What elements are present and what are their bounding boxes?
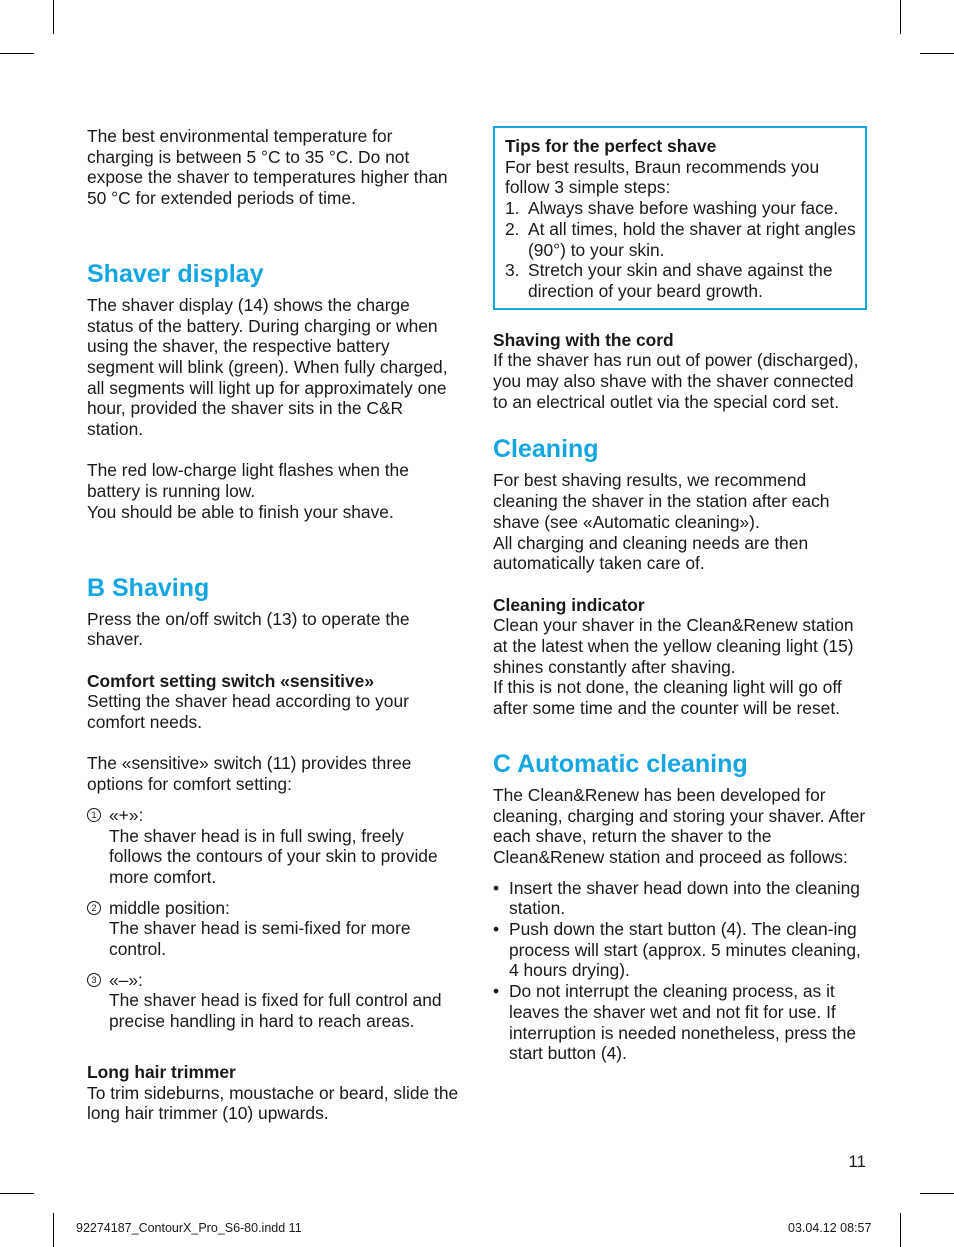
footer-file: 92274187_ContourX_Pro_S6-80.indd 11 xyxy=(76,1221,302,1235)
bullet-text: Do not interrupt the cleaning process, as it leaves the shaver wet and not fit for use. If interruption is needed nonetheless, press the start button (4). xyxy=(509,981,857,1064)
comfort-setting-title: Comfort setting switch «sensitive» xyxy=(87,670,375,691)
step-number: 2. xyxy=(505,218,520,239)
long-hair-trimmer-text: To trim sideburns, moustache or beard, slide the long hair trimmer (10) upwards. xyxy=(87,1082,459,1124)
option-number-circle: 2 xyxy=(87,901,101,915)
intro-paragraph: The best environmental temperature for charging is between 5 °C to 35 °C. Do not expose the shaver to temperatures higher than 50 °C for extended periods of time. xyxy=(87,126,448,209)
list-item xyxy=(505,198,857,219)
cleaning-text-2: All charging and cleaning needs are then automatically taken care of. xyxy=(493,532,809,574)
crop-mark xyxy=(0,1193,34,1194)
b-shaving-heading: B Shaving xyxy=(87,573,210,602)
comfort-setting-text: Setting the shaver head according to your comfort needs. xyxy=(87,691,409,733)
list-item xyxy=(505,219,857,260)
option-label: middle position: xyxy=(109,897,230,918)
step-text: Stretch your skin and shave against the direction of your beard growth. xyxy=(528,260,833,301)
crop-mark xyxy=(900,0,901,34)
option-number-circle: 1 xyxy=(87,808,101,822)
bullet: • xyxy=(493,877,500,898)
option-label: «–»: xyxy=(109,969,143,990)
step-text: At all times, hold the shaver at right angles (90°) to your skin. xyxy=(528,218,856,260)
list-item xyxy=(505,260,857,301)
crop-mark xyxy=(0,53,34,54)
bullet: • xyxy=(493,919,500,940)
long-hair-trimmer-title: Long hair trimmer xyxy=(87,1061,236,1082)
step-number: 1. xyxy=(505,198,520,219)
low-charge-text: The red low-charge light flashes when the battery is running low. xyxy=(87,460,409,502)
footer-date: 03.04.12 08:57 xyxy=(788,1221,872,1235)
list-item xyxy=(493,878,867,919)
cleaning-indicator-title: Cleaning indicator xyxy=(493,594,645,615)
tips-intro: For best results, Braun recommends you follow 3 simple steps: xyxy=(505,156,820,198)
crop-mark xyxy=(900,1213,901,1247)
list-item xyxy=(493,919,867,981)
step-number: 3. xyxy=(505,260,520,281)
automatic-cleaning-list xyxy=(493,878,867,1064)
option-label: «+»: xyxy=(109,804,144,825)
cord-title: Shaving with the cord xyxy=(493,329,674,350)
left-column xyxy=(87,126,459,1124)
options-intro: The «sensitive» switch (11) provides three options for comfort setting: xyxy=(87,753,412,795)
crop-mark xyxy=(53,0,54,34)
cord-text: If the shaver has run out of power (discharged), you may also shave with the shaver connected to an electrical outlet via the special cord set. xyxy=(493,350,859,412)
right-column xyxy=(493,126,867,1064)
bullet: • xyxy=(493,981,500,1002)
crop-mark xyxy=(53,1213,54,1247)
shaver-display-text: The shaver display (14) shows the charge status of the battery. During charging or when using the shaver, the respective battery segment will blink (green). When fully charged, all segments will light up for approximately one hour, provided the shaver sits in the C&R station. xyxy=(87,294,448,440)
cleaning-indicator-text: Clean your shaver in the Clean&Renew station at the latest when the yellow cleaning light (15) shines constantly after shaving. xyxy=(493,615,854,677)
option-number-circle: 3 xyxy=(87,973,101,987)
option-text: The shaver head is fixed for full control and precise handling in hard to reach areas. xyxy=(109,990,442,1032)
list-item xyxy=(493,981,867,1064)
option-text: The shaver head is in full swing, freely follows the contours of your skin to provide more comfort. xyxy=(109,825,438,887)
cleaning-text: For best shaving results, we recommend cleaning the shaver in the station after each shave (see «Automatic cleaning»). xyxy=(493,470,830,532)
on-off-text: Press the on/off switch (13) to operate the shaver. xyxy=(87,608,410,650)
tips-title: Tips for the perfect shave xyxy=(505,136,717,156)
cleaning-indicator-text-2: If this is not done, the cleaning light will go off after some time and the counter will be reset. xyxy=(493,677,842,719)
tips-steps-list xyxy=(505,198,857,302)
cleaning-heading: Cleaning xyxy=(493,435,599,464)
crop-mark xyxy=(920,1193,954,1194)
option-item xyxy=(87,805,459,888)
option-item xyxy=(87,970,459,1032)
tips-box xyxy=(493,126,867,310)
crop-mark xyxy=(920,53,954,54)
option-text: The shaver head is semi-fixed for more control. xyxy=(109,918,411,960)
shaver-display-heading: Shaver display xyxy=(87,259,264,288)
automatic-cleaning-text: The Clean&Renew has been developed for cleaning, charging and storing your shaver. After each shave, return the shaver to the Clean&Renew station and proceed as follows: xyxy=(493,784,866,867)
finish-shave-text: You should be able to finish your shave. xyxy=(87,501,394,522)
automatic-cleaning-heading: C Automatic cleaning xyxy=(493,749,748,778)
option-item xyxy=(87,898,459,960)
page-number: 11 xyxy=(848,1152,866,1171)
step-text: Always shave before washing your face. xyxy=(528,198,839,219)
bullet-text: Insert the shaver head down into the cleaning station. xyxy=(509,877,860,919)
bullet-text: Push down the start button (4). The clean-ing process will start (approx. 5 minutes cleaning, 4 hours drying). xyxy=(509,919,861,981)
